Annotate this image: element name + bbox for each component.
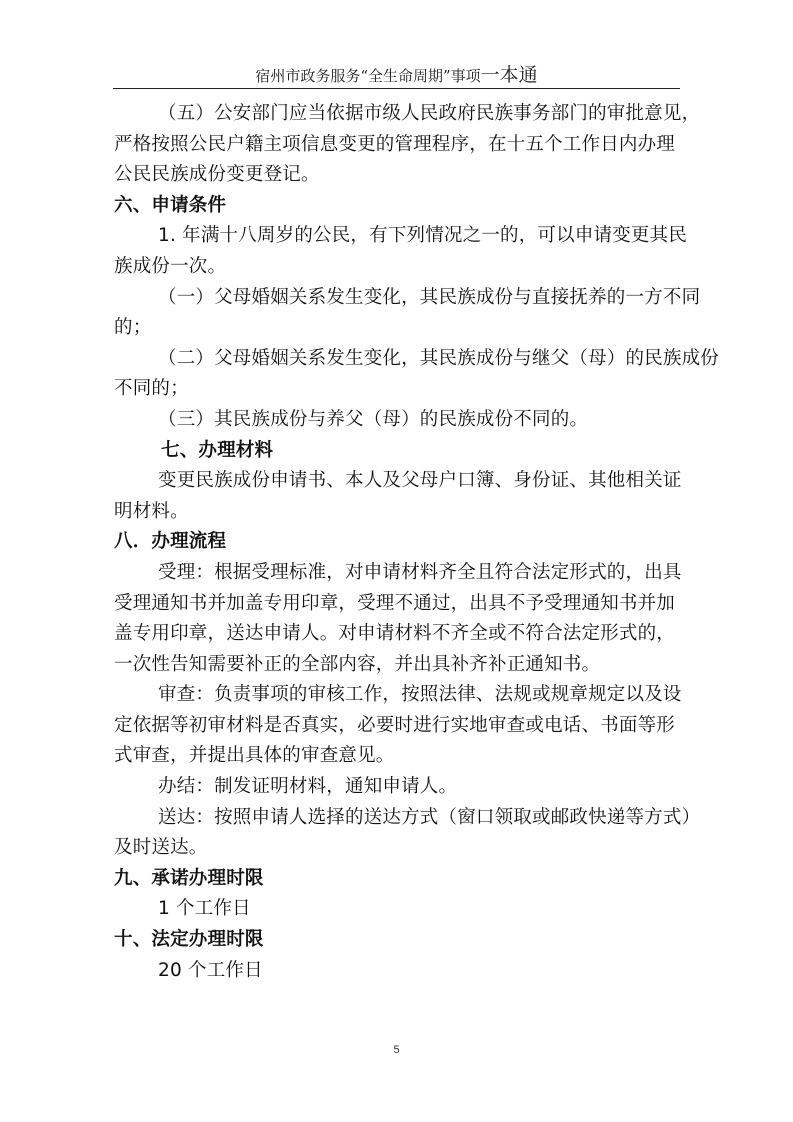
list-item-line: 不同的； [114,378,189,400]
paragraph-line: 明材料。 [114,500,189,522]
page-header [0,60,793,87]
list-item-line: （三）其民族成份与养父（母）的民族成份不同的。 [158,408,589,430]
paragraph-line: 定依据等初审材料是否真实，必要时进行实地审查或电话、书面等形 [114,714,676,736]
header-divider [113,88,680,89]
paragraph-line: 办结：制发证明材料，通知申请人。 [158,776,458,798]
paragraph-line: 一次性告知需要补正的全部内容，并出具补齐补正通知书。 [114,653,601,675]
section-heading-process: 八．办理流程 [114,531,227,553]
section-heading-promised-time-limit: 九、承诺办理时限 [114,867,264,889]
paragraph-line: 审查：负责事项的审核工作，按照法律、法规或规章规定以及设 [158,684,682,706]
paragraph-line: 送达：按照申请人选择的送达方式（窗口领取或邮政快递等方式） [158,806,701,828]
list-item-line: 的； [114,317,152,339]
paragraph-line: 1 个工作日 [158,898,251,920]
list-item-line: （二）父母婚姻关系发生变化，其民族成份与继父（母）的民族成份 [158,347,720,369]
paragraph-line: 受理通知书并加盖专用印章，受理不通过，出具不予受理通知书并加 [114,592,676,614]
paragraph-line: 变更民族成份申请书、本人及父母户口簿、身份证、其他相关证 [158,470,682,492]
paragraph-line: 严格按照公民户籍主项信息变更的管理程序，在十五个工作日内办理 [114,133,676,155]
section-heading-application-conditions: 六、申请条件 [114,194,227,216]
page-number: 5 [393,1044,400,1056]
paragraph-line: 族成份一次。 [114,255,227,277]
paragraph-line: 1. 年满十八周岁的公民，有下列情况之一的，可以申请变更其民 [158,225,688,247]
header-title: 宿州市政务服务“全生命周期”事项 [255,67,481,85]
paragraph-line: 及时送达。 [114,837,208,859]
paragraph-line: 盖专用印章，送达申请人。对申请材料不齐全或不符合法定形式的， [114,623,676,645]
paragraph-line: 受理：根据受理标准，对申请材料齐全且符合法定形式的，出具 [158,561,682,583]
section-heading-statutory-time-limit: 十、法定办理时限 [114,929,264,951]
section-heading-materials: 七、办理材料 [161,439,274,461]
paragraph-line: 公民民族成份变更登记。 [114,164,320,186]
paragraph-line: 式审查，并提出具体的审查意见。 [114,745,395,767]
header-title-emphasis: 一本通 [480,64,538,86]
paragraph-line: 20 个工作日 [158,959,263,981]
list-item-line: （一）父母婚姻关系发生变化，其民族成份与直接抚养的一方不同 [158,286,701,308]
paragraph-line: （五）公安部门应当依据市级人民政府民族事务部门的审批意见， [158,103,701,124]
document-body [114,99,720,986]
